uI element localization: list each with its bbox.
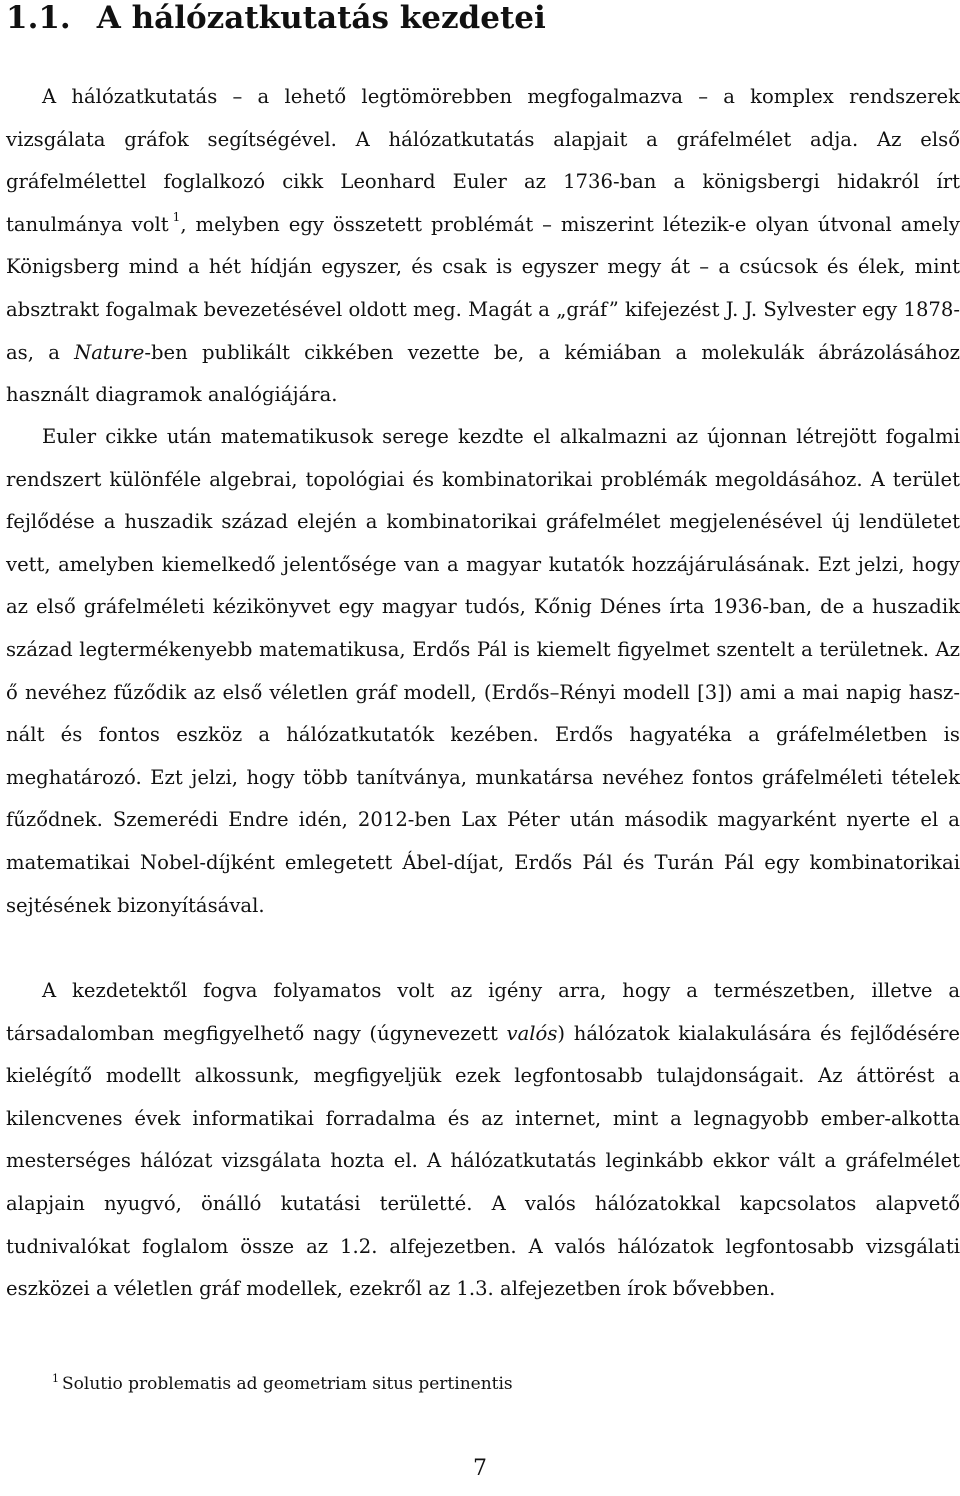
journal-name-italic: Nature	[74, 340, 145, 364]
section-heading	[6, 0, 546, 36]
footnote	[52, 1372, 513, 1396]
page-number: 7	[473, 1456, 487, 1481]
paragraph-1-part-b: , melyben egy összetett problémát – miszerint létezik-e olyan útvonal amely Königsberg mind a hét hídján egyszer, és csak is egyszer megy át – a csúcsok és élek, mint absztrakt fogalmak bevezetésével oldott meg. Magát a „gráf” kifejezést J. J. Sylvester egy 1878-as, a	[6, 212, 960, 364]
section-title: A hálózatkutatás kezdetei	[96, 0, 546, 36]
paragraph-3	[6, 970, 960, 1311]
emphasis-valos: valós	[506, 1021, 558, 1045]
paragraph-3-part-b: ) hálózatok kialakulására és fejlődésére kielégítő modellt alkossunk, megfigyeljük ezek legfontosabb tulajdonságait. Az áttörést a kilencvenes évek informatikai forradalma és az internet, mint a legnagyobb ember-alkotta mesterséges hálózat vizsgálata hozta el. A hálózatkutatás leginkább ekkor vált a gráfelmélet alapjain nyugvó, önálló kutatási területté. A valós hálózatokkal kapcsolatos alapvető tudnivalókat foglalom össze az 1.2. alfejezetben. A valós hálózatok legfontosabb vizsgálati eszközei a véletlen gráf modellek, ezekről az 1.3. alfejezetben írok bővebben.	[6, 1021, 960, 1301]
paragraph-1-part-c: -ben publikált cikkében vezette be, a kémiában a molekulák ábrázolásához használt diagramok analógiájára.	[6, 340, 960, 407]
paragraph-3-part-a: A kezdetektől fogva folyamatos volt az igény arra, hogy a természetben, illetve a társadalomban megfigyelhető nagy (úgynevezett	[6, 979, 960, 1045]
paragraph-1-part-a: A hálózatkutatás – a lehető legtömörebben megfogalmazva – a komplex rendszerek vizsgálata gráfok segítségével. A hálózatkutatás alapjait a gráfelmélet adja. Az első gráfelmélettel foglalkozó cikk Leonhard Euler az 1736-ban a königsbergi hidakról írt tanulmánya volt	[6, 85, 960, 236]
section-number: 1.1.	[6, 0, 71, 36]
footnote-text: Solutio problematis ad geometriam situs pertinentis	[62, 1374, 513, 1394]
paragraph-1	[6, 76, 960, 417]
paragraph-2: Euler cikke után matematikusok serege kezdte el alkalmazni az újonnan létrejött fogalmi rendszert különféle algebrai, topológiai és kombinatorikai problémák megoldásához. A terület fejlődése a huszadik század elején a kombinatorikai gráfelmélet megjelenésével új lendületet vett, amelyben kiemelkedő jelentősége van a magyar kutatók hozzájárulásának. Ezt jelzi, hogy az első gráfelméleti kézikönyvet egy magyar tudós, Kőnig Dénes írta 1936-ban, de a huszadik század legtermékenyebb matematikusa, Erdős Pál is kiemelt figyelmet szentelt a területnek. Az ő nevéhez fűződik az első véletlen gráf modell, (Erdős–Rényi modell [3]) ami a mai napig használt és fontos eszköz a hálózatkutatók kezében. Erdős hagyatéka a gráfelméletben is meghatározó. Ezt jelzi, hogy több tanítványa, munkatársa nevéhez fontos gráfelméleti tételek fűződnek. Szemerédi Endre idén, 2012-ben Lax Péter után második magyarként nyerte el a matematikai Nobel-díjként emlegetett Ábel-díjat, Erdős Pál és Turán Pál egy kombinatorikai sejtésének bizonyításával.	[6, 425, 960, 917]
footnote-mark: 1	[52, 1372, 59, 1385]
footnote-reference: 1	[172, 209, 181, 224]
